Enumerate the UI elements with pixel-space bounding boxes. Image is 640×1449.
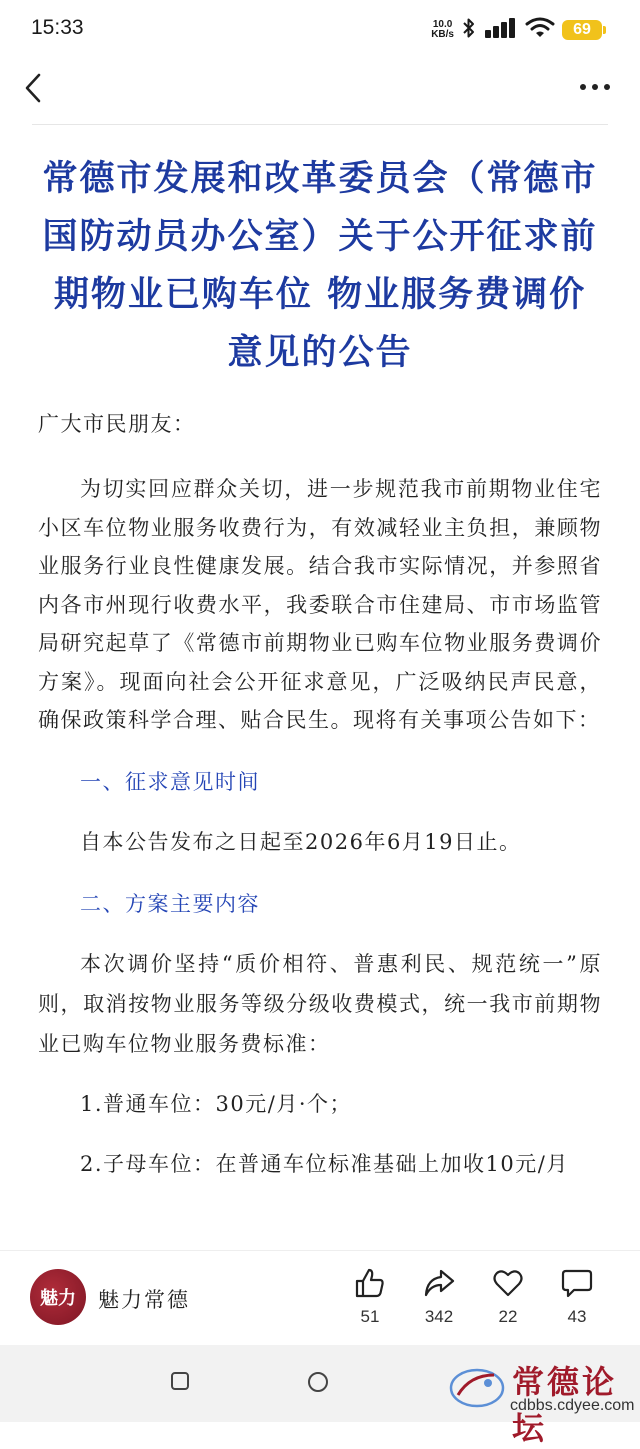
favorite-count: 22 xyxy=(498,1307,518,1326)
section-2-heading: 二、方案主要内容 xyxy=(80,891,260,916)
more-options-button[interactable] xyxy=(578,76,612,98)
battery-indicator: 69 xyxy=(562,20,602,40)
header-divider xyxy=(32,124,608,125)
greeting: 广大市民朋友： xyxy=(38,412,196,436)
bottom-action-bar xyxy=(0,1250,640,1345)
watermark-title: 常德论坛 xyxy=(512,1363,618,1447)
more-horizontal-icon xyxy=(579,83,611,91)
fee-item-2: 2.子母车位：在普通车位标准基础上加收10元/月 xyxy=(80,1151,569,1176)
watermark-url: cdbbs.cdyee.com xyxy=(510,1397,635,1414)
share-count: 342 xyxy=(424,1307,454,1326)
status-indicators xyxy=(431,17,602,43)
share-button[interactable] xyxy=(413,1267,465,1327)
article-title: 常德市发展和改革委员会（常德市国防动员办公室）关于公开征求前期物业已购车位 物业服务费调价意见的公告 xyxy=(42,158,598,373)
network-speed-value: 10.0 xyxy=(432,19,453,30)
author-avatar[interactable] xyxy=(30,1269,86,1325)
system-navigation-bar xyxy=(0,1345,640,1447)
wifi-icon xyxy=(526,17,554,43)
top-navigation xyxy=(0,60,640,120)
like-count: 51 xyxy=(360,1307,380,1326)
fee-item-1: 1.普通车位：30元/月·个； xyxy=(80,1091,353,1116)
network-speed xyxy=(431,20,454,40)
status-bar xyxy=(0,0,640,60)
signal-icon xyxy=(484,17,518,43)
intro-paragraph: 为切实回应群众关切，进一步规范我市前期物业住宅小区车位物业服务收费行为，有效减轻业主负担，兼顾物业服务行业良性健康发展。结合我市实际情况，并参照省内各市州现行收费水平，我委联合市住建局、市市场监管局研究起草了《常德市前期物业已购车位物业服务费调价方案》。现面向社会公开征求意见，广泛吸纳民声民意，确保政策科学合理、贴合民生。现将有关事项公告如下： xyxy=(38,477,602,732)
author-avatar-text: 魅力 xyxy=(40,1288,76,1309)
section-1-heading: 一、征求意见时间 xyxy=(80,769,260,794)
like-button[interactable] xyxy=(344,1267,396,1327)
section-1-text: 自本公告发布之日起至2026年6月19日止。 xyxy=(80,829,522,854)
author-name[interactable]: 魅力常德 xyxy=(98,1288,190,1312)
forum-logo-icon xyxy=(448,1361,506,1411)
favorite-button[interactable] xyxy=(482,1267,534,1327)
home-button[interactable] xyxy=(308,1372,328,1392)
thumbs-up-icon xyxy=(354,1267,386,1299)
article-content xyxy=(0,150,640,1250)
share-arrow-icon xyxy=(423,1267,455,1299)
bluetooth-icon xyxy=(462,17,476,43)
comment-count: 43 xyxy=(567,1307,587,1326)
recent-apps-button[interactable] xyxy=(171,1372,189,1390)
comment-bubble-icon xyxy=(561,1267,593,1299)
comment-button[interactable] xyxy=(551,1267,603,1327)
back-button[interactable] xyxy=(18,70,48,106)
heart-icon xyxy=(492,1267,524,1299)
chevron-left-icon xyxy=(23,72,43,104)
section-2-text: 本次调价坚持“质价相符、普惠利民、规范统一”原则，取消按物业服务等级分级收费模式，统一我市前期物业已购车位物业服务费标准： xyxy=(38,951,602,1056)
status-time: 15:33 xyxy=(31,16,84,39)
network-speed-unit: KB/s xyxy=(431,29,454,40)
